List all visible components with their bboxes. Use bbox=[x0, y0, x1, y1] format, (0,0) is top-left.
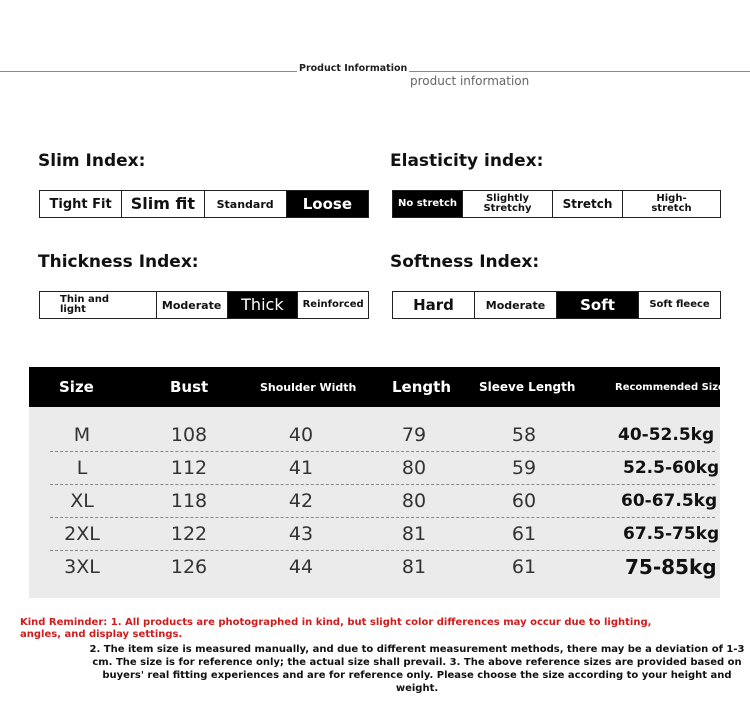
cell-bust: 126 bbox=[170, 555, 208, 578]
elasticity-option-slightly-stretchy: Slightly Stretchy bbox=[463, 191, 553, 217]
cell-bust: 118 bbox=[170, 489, 208, 512]
slim-option-slim-fit: Slim fit bbox=[122, 191, 204, 217]
table-row-m bbox=[50, 418, 715, 452]
header-recommended-size: Recommended Size bbox=[615, 381, 725, 393]
cell-shoulder-width: 40 bbox=[288, 423, 314, 446]
size-table bbox=[29, 367, 725, 598]
slim-index-scale bbox=[39, 190, 369, 218]
header-title: Product Information bbox=[299, 63, 408, 74]
header-subtitle: product information bbox=[410, 74, 530, 88]
cell-length: 79 bbox=[401, 423, 427, 446]
cell-sleeve-length: 61 bbox=[511, 555, 537, 578]
softness-option-hard: Hard bbox=[393, 292, 475, 318]
cell-length: 81 bbox=[401, 555, 427, 578]
cell-recommended-size: 52.5-60kg bbox=[623, 457, 720, 478]
elasticity-index-scale bbox=[392, 190, 721, 218]
cell-shoulder-width: 42 bbox=[288, 489, 314, 512]
header-shoulder-width: Shoulder Width bbox=[260, 380, 357, 394]
kind-reminder-note: Kind Reminder: 1. All products are photographed in kind, but slight color differences may occur due to lighting, angles, and display settings. bbox=[20, 617, 652, 640]
cell-size: 2XL bbox=[64, 522, 100, 545]
cell-bust: 122 bbox=[170, 522, 208, 545]
thickness-option-thin-and-light: Thin and light bbox=[40, 292, 157, 318]
slim-index-title: Slim Index: bbox=[38, 151, 146, 171]
softness-index-scale bbox=[392, 291, 721, 319]
size-deviation-note: 2. The item size is measured manually, and due to different measurement methods, there may be a deviation of 1-3 cm. The size is for reference only; the actual size shall prevail. 3. The above reference sizes are provided based on buyers' real fitting experiences and are for reference only. Please choose the size according to your height and weight. bbox=[89, 644, 745, 694]
softness-option-soft-fleece: Soft fleece bbox=[649, 299, 710, 310]
cell-recommended-size: 75-85kg bbox=[625, 554, 717, 579]
thickness-index-title: Thickness Index: bbox=[38, 252, 199, 272]
slim-option-loose: Loose bbox=[287, 191, 368, 217]
cell-length: 81 bbox=[401, 522, 427, 545]
elasticity-option-stretch: Stretch bbox=[553, 191, 623, 217]
cell-size: L bbox=[76, 456, 88, 479]
thickness-index-scale bbox=[39, 291, 369, 319]
elasticity-option-high-stretch: High-stretch bbox=[651, 193, 692, 214]
cell-size: XL bbox=[70, 489, 94, 512]
cell-shoulder-width: 41 bbox=[288, 456, 314, 479]
softness-index-title: Softness Index: bbox=[390, 252, 540, 272]
elasticity-index-title: Elasticity index: bbox=[390, 151, 544, 171]
thickness-option-reinforced: Reinforced bbox=[302, 299, 364, 310]
table-row-2xl bbox=[50, 517, 720, 551]
table-row-l bbox=[50, 451, 720, 485]
softness-option-moderate: Moderate bbox=[475, 292, 557, 318]
thickness-option-moderate: Moderate bbox=[157, 292, 228, 318]
thickness-option-thick: Thick bbox=[228, 292, 299, 318]
cell-shoulder-width: 43 bbox=[288, 522, 314, 545]
header-length: Length bbox=[392, 378, 451, 396]
slim-option-tight-fit: Tight Fit bbox=[40, 191, 122, 217]
cell-sleeve-length: 60 bbox=[511, 489, 537, 512]
table-row-xl bbox=[50, 484, 718, 518]
header-size: Size bbox=[59, 378, 94, 396]
table-row-3xl bbox=[50, 550, 715, 583]
header-sleeve-length: Sleeve Length bbox=[479, 380, 576, 394]
cell-shoulder-width: 44 bbox=[288, 555, 314, 578]
cell-recommended-size: 67.5-75kg bbox=[623, 523, 720, 544]
cell-length: 80 bbox=[401, 489, 427, 512]
header-bust: Bust bbox=[170, 378, 209, 396]
softness-option-soft: Soft bbox=[557, 292, 639, 318]
cell-sleeve-length: 59 bbox=[511, 456, 537, 479]
cell-length: 80 bbox=[401, 456, 427, 479]
cell-bust: 108 bbox=[170, 423, 208, 446]
elasticity-option-no-stretch: No stretch bbox=[393, 191, 463, 217]
cell-sleeve-length: 61 bbox=[511, 522, 537, 545]
cell-size: 3XL bbox=[64, 555, 100, 578]
cell-size: M bbox=[73, 423, 91, 446]
size-table-header bbox=[29, 367, 725, 407]
cell-recommended-size: 40-52.5kg bbox=[618, 424, 715, 445]
slim-option-standard: Standard bbox=[205, 191, 287, 217]
cell-recommended-size: 60-67.5kg bbox=[621, 490, 718, 511]
cell-bust: 112 bbox=[170, 456, 208, 479]
cell-sleeve-length: 58 bbox=[511, 423, 537, 446]
